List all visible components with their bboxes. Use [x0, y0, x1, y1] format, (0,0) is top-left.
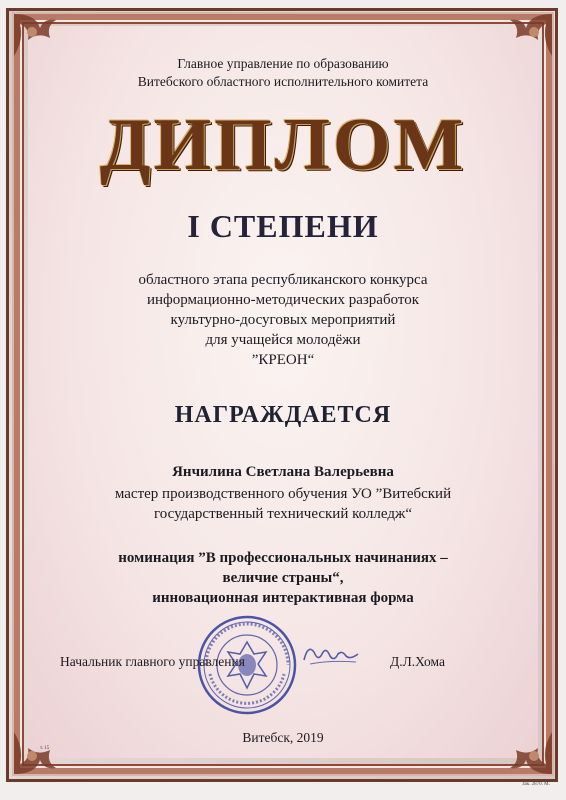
print-mark-left: т. 15	[40, 746, 50, 751]
contest-line-2: информационно-методических разработок	[146, 292, 420, 308]
signatory-title: Начальник главного управления	[60, 654, 245, 669]
recipient-name: Янчилина Светлана Валерьевна	[172, 464, 394, 480]
place-and-date: Витебск, 2019	[242, 730, 324, 745]
issuer-line-2: Витебского областного исполнительного комитета	[137, 74, 429, 89]
issuer-line-1: Главное управление по образованию	[177, 56, 389, 71]
print-mark-right: Зак. 2870. М.	[522, 782, 550, 787]
diploma-title: ДИПЛОМ	[99, 104, 467, 186]
degree-heading: I СТЕПЕНИ	[187, 208, 379, 244]
corner-ornament-top-right-icon	[504, 10, 556, 62]
signatory-name: Д.Л.Хома	[390, 654, 445, 669]
nomination-line-2: величие страны“,	[222, 570, 344, 586]
nomination-line-3: инновационная интерактивная форма	[152, 590, 414, 606]
contest-line-1: областного этапа республиканского конкурса	[138, 272, 428, 288]
contest-name: ”КРЕОН“	[251, 352, 315, 368]
corner-ornament-top-left-icon	[10, 10, 62, 62]
recipient-position-line-2: государственный технический колледж“	[153, 506, 413, 522]
handwritten-signature	[300, 640, 362, 672]
awarded-heading: НАГРАЖДАЕТСЯ	[174, 402, 392, 428]
recipient-position-line-1: мастер производственного обучения УО ”Витебский	[114, 486, 452, 502]
nomination-line-1: номинация ”В профессиональных начинаниях –	[118, 550, 448, 566]
contest-line-4: для учащейся молодёжи	[205, 332, 361, 348]
contest-line-3: культурно-досуговых мероприятий	[170, 312, 396, 328]
